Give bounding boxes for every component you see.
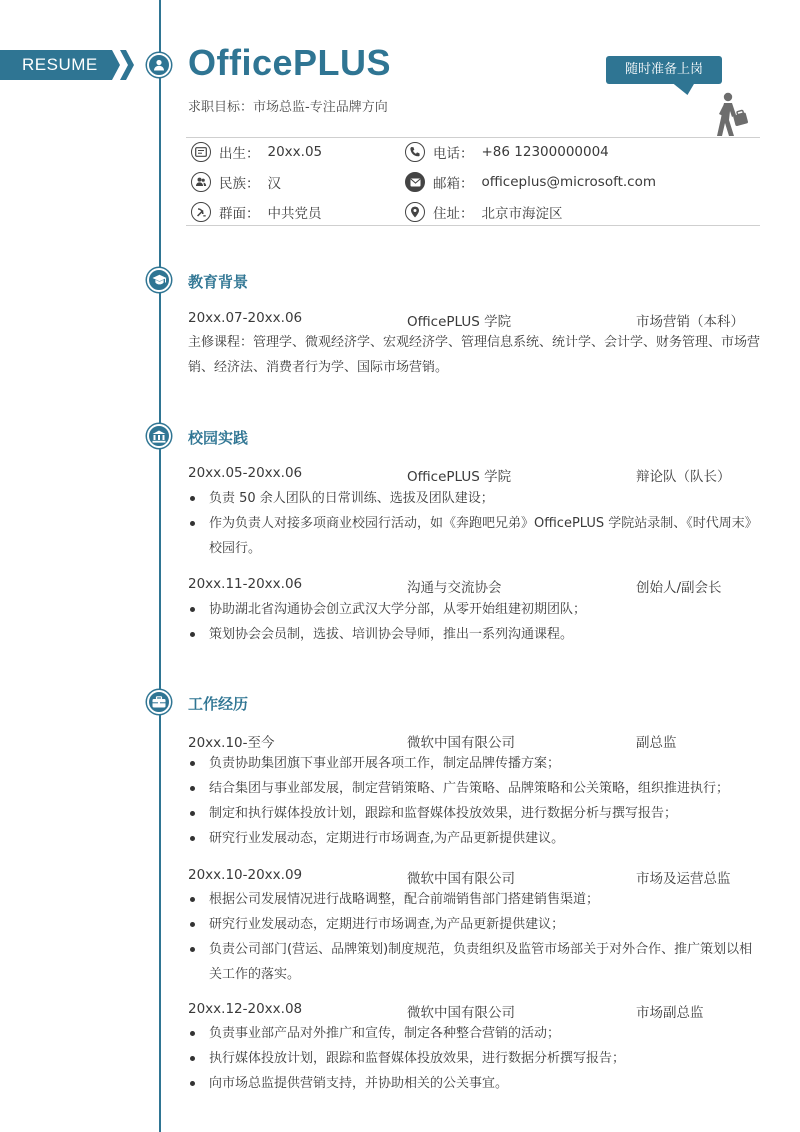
entry-role: 辩论队（队长） <box>636 469 731 485</box>
phone-info <box>405 142 609 162</box>
ethnicity-info <box>191 172 281 192</box>
phone-value: +86 12300000004 <box>481 144 609 160</box>
entry-org: OfficePLUS 学院 <box>407 469 512 485</box>
birth-label: 出生： <box>219 146 260 162</box>
entry-org: 沟通与交流协会 <box>407 580 502 596</box>
birth-value: 20xx.05 <box>267 144 323 160</box>
entry-org: 微软中国有限公司 <box>407 871 515 887</box>
work-entry-1-bullets <box>188 751 763 851</box>
email-label: 邮箱： <box>433 176 474 192</box>
ready-bubble: 随时准备上岗 <box>606 56 722 84</box>
briefcase-icon <box>147 690 171 714</box>
bullet-item: 研究行业发展动态，定期进行市场调查,为产品更新提供建议。 <box>188 826 763 851</box>
entry-org: OfficePLUS 学院 <box>407 314 512 330</box>
bullet-item: 向市场总监提供营销支持，并协助相关的公关事宜。 <box>188 1071 763 1096</box>
address-label: 住址： <box>433 206 474 222</box>
campus-entry-2-bullets <box>188 597 763 647</box>
bullet-item: 策划协会会员制，选拔、培训协会导师，推出一系列沟通课程。 <box>188 622 763 647</box>
bullet-item: 研究行业发展动态，定期进行市场调查,为产品更新提供建议； <box>188 912 763 937</box>
entry-date: 20xx.05-20xx.06 <box>188 465 303 481</box>
entry-date: 20xx.10-20xx.09 <box>188 867 303 883</box>
ethnicity-label: 民族： <box>219 176 260 192</box>
campus-entry-1-head <box>188 465 760 485</box>
bullet-item: 协助湖北省沟通协会创立武汉大学分部，从零开始组建初期团队； <box>188 597 763 622</box>
bullet-item: 作为负责人对接多项商业校园行活动，如《奔跑吧兄弟》OfficePLUS 学院站录制、《时代周末》校园行。 <box>188 511 763 561</box>
walking-person-icon <box>712 92 756 138</box>
entry-org: 微软中国有限公司 <box>407 735 515 751</box>
phone-label: 电话： <box>433 146 474 162</box>
entry-role: 副总监 <box>636 735 677 751</box>
ethnicity-value: 汉 <box>267 176 281 192</box>
education-desc: 主修课程：管理学、微观经济学、宏观经济学、管理信息系统、统计学、会计学、财务管理、市场营销、经济法、消费者行为学、国际市场营销。 <box>188 335 761 375</box>
bullet-item: 制定和执行媒体投放计划，跟踪和监督媒体投放效果，进行数据分析与撰写报告； <box>188 801 763 826</box>
work-entry-3-head <box>188 1001 760 1021</box>
info-row-2 <box>186 168 760 198</box>
bullet-item: 负责协助集团旗下事业部开展各项工作，制定品牌传播方案； <box>188 751 763 776</box>
phone-icon <box>405 142 425 162</box>
job-objective: 求职目标：市场总监-专注品牌方向 <box>188 100 388 115</box>
entry-role: 创始人/副会长 <box>636 580 722 596</box>
work-entry-1-head <box>188 731 760 751</box>
entry-date: 20xx.12-20xx.08 <box>188 1001 303 1017</box>
entry-role: 市场营销（本科） <box>636 314 744 330</box>
graduation-cap-icon <box>147 268 171 292</box>
ready-bubble-tail <box>673 83 702 95</box>
entry-date: 20xx.11-20xx.06 <box>188 576 303 592</box>
email-info <box>405 172 656 192</box>
person-circle-icon <box>147 53 171 77</box>
campus-entry-2-head <box>188 576 760 596</box>
info-row-3 <box>186 198 760 228</box>
entry-date: 20xx.10-至今 <box>188 735 275 751</box>
resume-tag-label: RESUME <box>22 55 98 74</box>
bullet-item: 根据公司发展情况进行战略调整，配合前端销售部门搭建销售渠道； <box>188 887 763 912</box>
campus-title: 校园实践 <box>188 429 249 447</box>
entry-role: 市场副总监 <box>636 1005 704 1021</box>
education-title: 教育背景 <box>188 273 249 291</box>
party-value: 中共党员 <box>267 206 322 222</box>
timeline-line <box>159 0 161 1132</box>
candidate-name: OfficePLUS <box>188 42 392 83</box>
education-entry-head <box>188 310 760 330</box>
bullet-item: 执行媒体投放计划，跟踪和监督媒体投放效果，进行数据分析撰写报告； <box>188 1046 763 1071</box>
work-entry-3-bullets <box>188 1021 763 1096</box>
mail-icon <box>405 172 425 192</box>
work-entry-2-head <box>188 867 760 887</box>
bullet-item: 负责事业部产品对外推广和宣传，制定各种整合营销的活动； <box>188 1021 763 1046</box>
party-emblem-icon <box>191 202 211 222</box>
address-value: 北京市海淀区 <box>481 206 563 222</box>
work-entry-2-bullets <box>188 887 763 987</box>
resume-tag <box>0 50 135 80</box>
bullet-item: 负责 50 余人团队的日常训练、选拔及团队建设； <box>188 486 763 511</box>
personal-info-block <box>186 137 760 226</box>
entry-org: 微软中国有限公司 <box>407 1005 515 1021</box>
id-card-icon <box>191 142 211 162</box>
bullet-item: 负责公司部门(营运、品牌策划)制度规范，负责组织及监管市场部关于对外合作、推广策划以相关工作的落实。 <box>188 937 763 987</box>
campus-entry-1-bullets <box>188 486 763 561</box>
email-value: officeplus@microsoft.com <box>481 174 657 190</box>
birth-info <box>191 142 322 162</box>
address-info <box>405 202 563 222</box>
work-title: 工作经历 <box>188 695 249 713</box>
party-info <box>191 202 322 222</box>
entry-role: 市场及运营总监 <box>636 871 731 887</box>
bullet-item: 结合集团与事业部发展，制定营销策略、广告策略、品牌策略和公关策略，组织推进执行； <box>188 776 763 801</box>
party-label: 群面： <box>219 206 260 222</box>
entry-date: 20xx.07-20xx.06 <box>188 310 303 326</box>
info-row-1 <box>186 138 760 168</box>
location-pin-icon <box>405 202 425 222</box>
people-icon <box>191 172 211 192</box>
bank-building-icon <box>147 424 171 448</box>
